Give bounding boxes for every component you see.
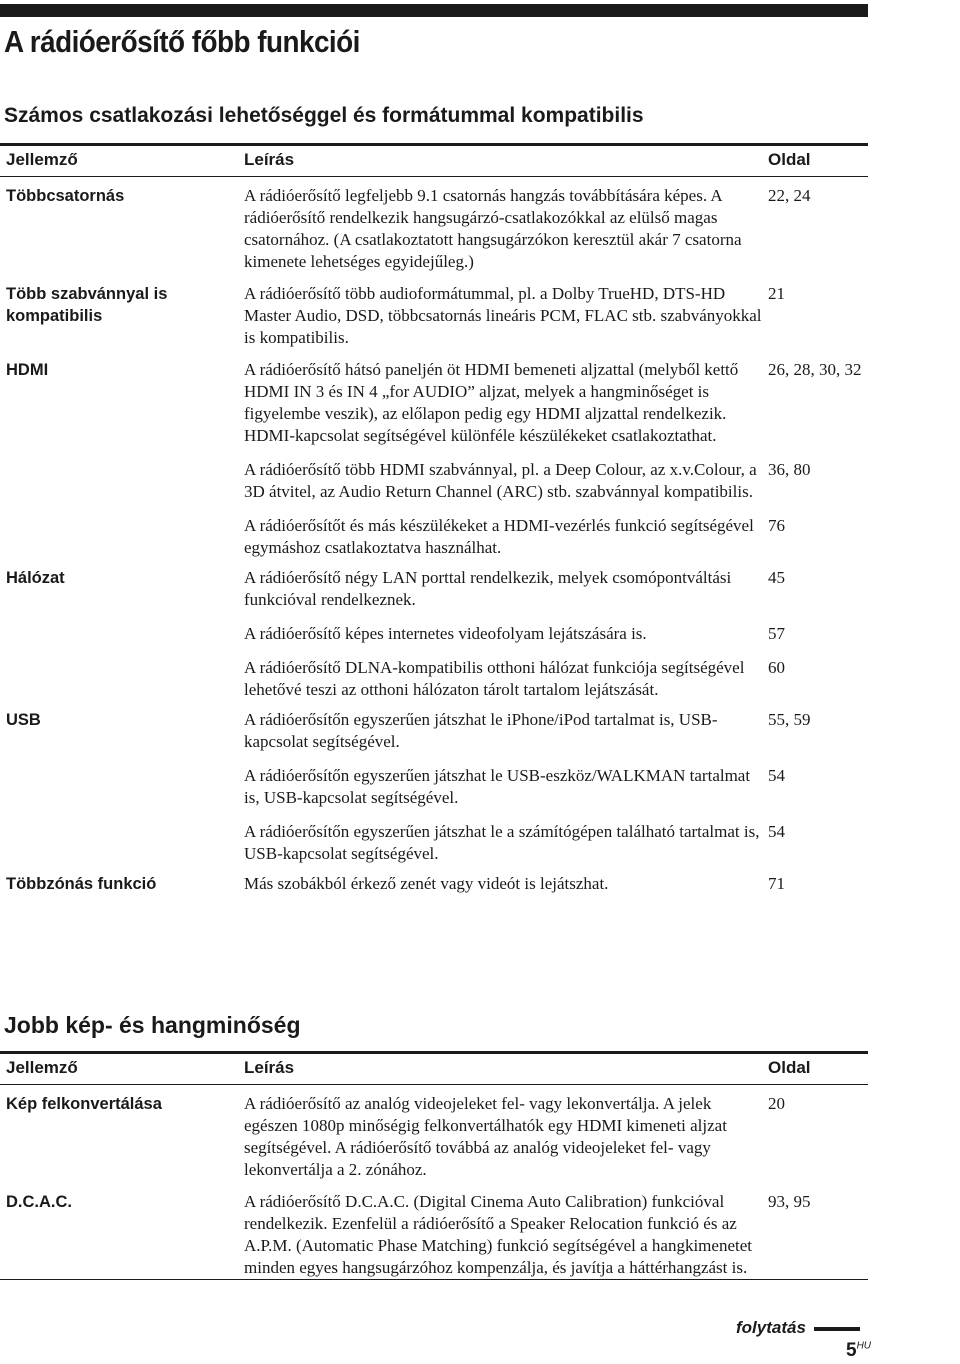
page-reference: 36, 80 bbox=[768, 460, 811, 479]
table-row bbox=[0, 177, 868, 273]
section-heading-quality: Jobb kép- és hangminőség bbox=[4, 1012, 301, 1038]
feature-name: Több szabvánnyal is kompatibilis bbox=[6, 285, 168, 325]
column-header-description: Leírás bbox=[244, 1058, 295, 1077]
continued-label: folytatás bbox=[736, 1318, 806, 1337]
language-code: HU bbox=[856, 1340, 872, 1352]
feature-entry bbox=[0, 765, 868, 809]
page-reference: 71 bbox=[768, 874, 785, 893]
section-heading-connectivity: Számos csatlakozási lehetőséggel és formátummal kompatibilis bbox=[4, 104, 644, 127]
feature-entry bbox=[0, 185, 868, 273]
page-reference: 20 bbox=[768, 1094, 785, 1113]
feature-name: Többcsatornás bbox=[6, 187, 125, 205]
page-reference: 22, 24 bbox=[768, 186, 811, 205]
feature-entry bbox=[0, 567, 868, 611]
feature-name: HDMI bbox=[6, 361, 49, 379]
continued-arrow-icon bbox=[814, 1327, 860, 1331]
feature-description: A rádióerősítő négy LAN porttal rendelkezik, melyek csomópontváltási funkcióval rendelkeznek. bbox=[244, 568, 732, 609]
page-number: $5^{HU}$ bbox=[846, 1340, 872, 1361]
feature-description: A rádióerősítő hátsó paneljén öt HDMI bemeneti aljzattal (melyből kettő HDMI IN 3 és IN 4 „for AUDIO” aljzat, melyek a hangminőséget is figyelembe veszik), az előlapon pedig egy HDMI aljzattal rendelkezik. HDMI-kapcsolat segítségével különféle készülékeket csatlakoztathat. bbox=[244, 360, 739, 445]
table-header bbox=[0, 1051, 868, 1085]
feature-entry bbox=[0, 657, 868, 701]
feature-entry bbox=[0, 709, 868, 753]
column-header-description: Leírás bbox=[244, 150, 295, 169]
feature-name: Többzónás funkció bbox=[6, 875, 157, 893]
column-header-page: Oldal bbox=[768, 150, 811, 169]
feature-table-quality bbox=[0, 1051, 868, 1280]
page-reference: 21 bbox=[768, 284, 785, 303]
top-rule bbox=[0, 4, 868, 17]
table-row bbox=[0, 701, 868, 865]
feature-name: D.C.A.C. bbox=[6, 1193, 72, 1211]
page-reference: 55, 59 bbox=[768, 710, 811, 729]
feature-description: Más szobákból érkező zenét vagy videót is lejátszhat. bbox=[244, 874, 609, 893]
column-header-feature: Jellemző bbox=[6, 150, 78, 169]
feature-name: USB bbox=[6, 711, 41, 729]
feature-description: A rádióerősítő DLNA-kompatibilis otthoni hálózat funkciója segítségével lehetővé teszi az otthoni hálózaton tárolt tartalom lejátszását. bbox=[244, 658, 745, 699]
table-body bbox=[0, 1085, 868, 1279]
feature-name: Hálózat bbox=[6, 569, 65, 587]
page-reference: 26, 28, 30, 32 bbox=[768, 360, 862, 379]
table-row bbox=[0, 273, 868, 349]
page-reference: 45 bbox=[768, 568, 785, 587]
page-reference: 60 bbox=[768, 658, 785, 677]
feature-description: A rádióerősítőt és más készülékeket a HDMI-vezérlés funkció segítségével egymáshoz csatlakoztatva használhat. bbox=[244, 516, 754, 557]
feature-entry bbox=[0, 515, 868, 559]
table-row bbox=[0, 349, 868, 559]
feature-entry bbox=[0, 283, 868, 349]
feature-description: A rádióerősítőn egyszerűen játszhat le a számítógépen található tartalmat is, USB-kapcsolat segítségével. bbox=[244, 822, 760, 863]
column-header-page: Oldal bbox=[768, 1058, 811, 1077]
feature-name: Kép felkonvertálása bbox=[6, 1095, 162, 1113]
table-row bbox=[0, 1181, 868, 1279]
feature-entry bbox=[0, 873, 868, 895]
table-row bbox=[0, 865, 868, 895]
feature-table-connectivity bbox=[0, 143, 868, 895]
feature-description: A rádióerősítő D.C.A.C. (Digital Cinema Auto Calibration) funkcióval rendelkezik. Ezenfelül a rádióerősítő a Speaker Relocation funkció és az A.P.M. (Automatic Phase Matching) funkció segítségével a hangkimenetet minden egyes hangsugárzóhoz kompenzálja, és javítja a háttérhangzást is. bbox=[244, 1192, 752, 1277]
table-header bbox=[0, 143, 868, 177]
page-reference: 93, 95 bbox=[768, 1192, 811, 1211]
feature-description: A rádióerősítőn egyszerűen játszhat le iPhone/iPod tartalmat is, USB-kapcsolat segítségével. bbox=[244, 710, 718, 751]
feature-description: A rádióerősítő több HDMI szabvánnyal, pl. a Deep Colour, az x.v.Colour, a 3D átvitel, az Audio Return Channel (ARC) stb. szabvánnyal kompatibilis. bbox=[244, 460, 757, 501]
page-reference: 76 bbox=[768, 516, 785, 535]
feature-description: A rádióerősítő legfeljebb 9.1 csatornás hangzás továbbítására képes. A rádióerősítő rendelkezik hangsugárzó-csatlakozókkal az elülső magas csatornához. (A csatlakoztatott hangsugárzókon keresztül akár 7 csatorna kimenete lehetséges egyidejűleg.) bbox=[244, 186, 742, 271]
column-header-feature: Jellemző bbox=[6, 1058, 78, 1077]
feature-entry bbox=[0, 459, 868, 503]
feature-entry bbox=[0, 359, 868, 447]
table-row bbox=[0, 559, 868, 701]
page-reference: 54 bbox=[768, 822, 785, 841]
feature-entry bbox=[0, 1191, 868, 1279]
feature-description: A rádióerősítőn egyszerűen játszhat le USB-eszköz/WALKMAN tartalmat is, USB-kapcsolat segítségével. bbox=[244, 766, 751, 807]
feature-description: A rádióerősítő több audioformátummal, pl. a Dolby TrueHD, DTS-HD Master Audio, DSD, többcsatornás lineáris PCM, FLAC stb. szabványokkal is kompatibilis. bbox=[244, 284, 762, 347]
table-bottom-rule bbox=[0, 1279, 868, 1280]
page-title: A rádióerősítő főbb funkciói bbox=[4, 24, 360, 59]
feature-entry bbox=[0, 623, 868, 645]
feature-entry bbox=[0, 1093, 868, 1181]
table-row bbox=[0, 1085, 868, 1181]
feature-description: A rádióerősítő képes internetes videofolyam lejátszására is. bbox=[244, 624, 647, 643]
table-body bbox=[0, 177, 868, 895]
feature-description: A rádióerősítő az analóg videojeleket fel- vagy lekonvertálja. A jelek egészen 1080p minőségig felkonvertálhatók egy HDMI kimeneti aljzat segítségével. A rádióerősítő továbbá az analóg videojeleket fel- vagy lekonvertálja a 2. zónához. bbox=[244, 1094, 727, 1179]
page-reference: 54 bbox=[768, 766, 785, 785]
page-reference: 57 bbox=[768, 624, 785, 643]
feature-entry bbox=[0, 821, 868, 865]
